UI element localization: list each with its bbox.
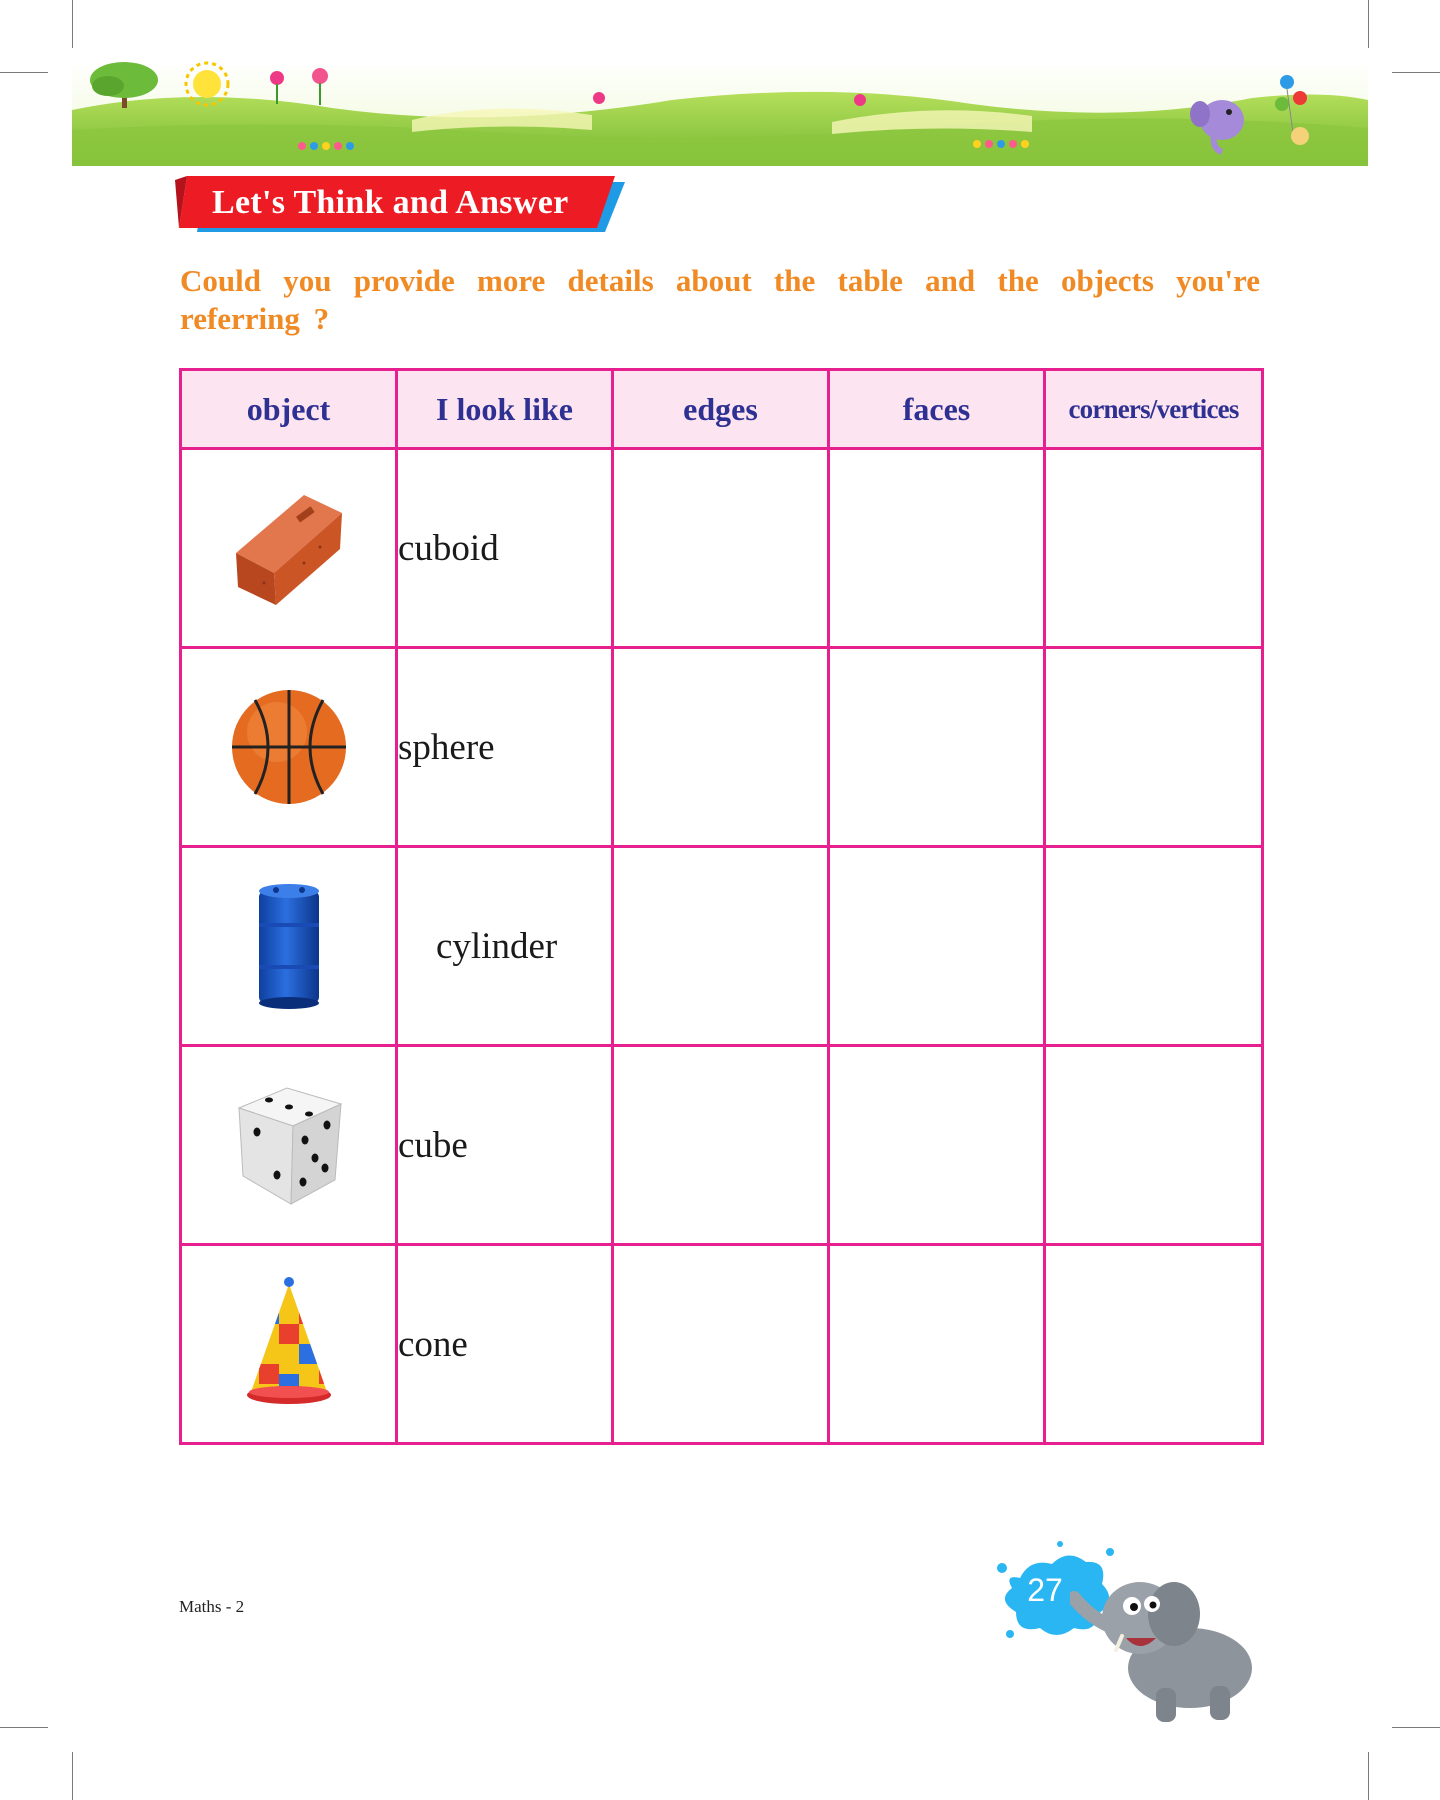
look-like-cell: cuboid xyxy=(397,449,613,648)
header-faces: faces xyxy=(829,370,1045,449)
crop-mark xyxy=(72,0,73,48)
header-look-like: I look like xyxy=(397,370,613,449)
object-cell xyxy=(181,648,397,847)
blue-drum-icon xyxy=(254,881,324,1011)
crop-mark xyxy=(1392,1727,1440,1728)
look-like-cell: sphere xyxy=(397,648,613,847)
look-like-cell: cone xyxy=(397,1245,613,1444)
faces-cell[interactable] xyxy=(829,449,1045,648)
object-cell xyxy=(181,1245,397,1444)
shapes-table xyxy=(179,368,1264,1445)
table-row xyxy=(181,648,1263,847)
edges-cell[interactable] xyxy=(613,1245,829,1444)
object-cell xyxy=(181,847,397,1046)
header-corners: corners/vertices xyxy=(1045,370,1263,449)
crop-mark xyxy=(72,1752,73,1800)
question-text: Could you provide more details about the table and the objects you're referring ? xyxy=(180,263,1260,336)
corners-cell[interactable] xyxy=(1045,1046,1263,1245)
corners-cell[interactable] xyxy=(1045,847,1263,1046)
faces-cell[interactable] xyxy=(829,1245,1045,1444)
edges-cell[interactable] xyxy=(613,648,829,847)
crop-mark xyxy=(0,1727,48,1728)
faces-cell[interactable] xyxy=(829,847,1045,1046)
edges-cell[interactable] xyxy=(613,449,829,648)
edges-cell[interactable] xyxy=(613,1046,829,1245)
section-title: Let's Think and Answer xyxy=(212,184,569,221)
table-row xyxy=(181,449,1263,648)
party-hat-icon xyxy=(239,1274,339,1414)
book-label: Maths - 2 xyxy=(179,1597,245,1616)
elephant-mascot-icon xyxy=(1070,1558,1270,1728)
faces-cell[interactable] xyxy=(829,648,1045,847)
faces-cell[interactable] xyxy=(829,1046,1045,1245)
look-like-cell: cylinder xyxy=(397,847,613,1046)
table-row xyxy=(181,1046,1263,1245)
object-cell xyxy=(181,449,397,648)
crop-mark xyxy=(1392,72,1440,73)
corners-cell[interactable] xyxy=(1045,1245,1263,1444)
corners-cell[interactable] xyxy=(1045,449,1263,648)
crop-mark xyxy=(1368,1752,1369,1800)
dice-icon xyxy=(229,1080,349,1210)
landscape-banner xyxy=(72,60,1368,166)
table-row xyxy=(181,847,1263,1046)
edges-cell[interactable] xyxy=(613,847,829,1046)
look-like-cell: cube xyxy=(397,1046,613,1245)
corners-cell[interactable] xyxy=(1045,648,1263,847)
table-header-row xyxy=(181,370,1263,449)
page-number: 27 xyxy=(1027,1572,1063,1608)
header-object: object xyxy=(181,370,397,449)
table-row xyxy=(181,1245,1263,1444)
crop-mark xyxy=(0,72,48,73)
brick-icon xyxy=(224,483,354,613)
header-edges: edges xyxy=(613,370,829,449)
crop-mark xyxy=(1368,0,1369,48)
basketball-icon xyxy=(229,682,349,812)
object-cell xyxy=(181,1046,397,1245)
